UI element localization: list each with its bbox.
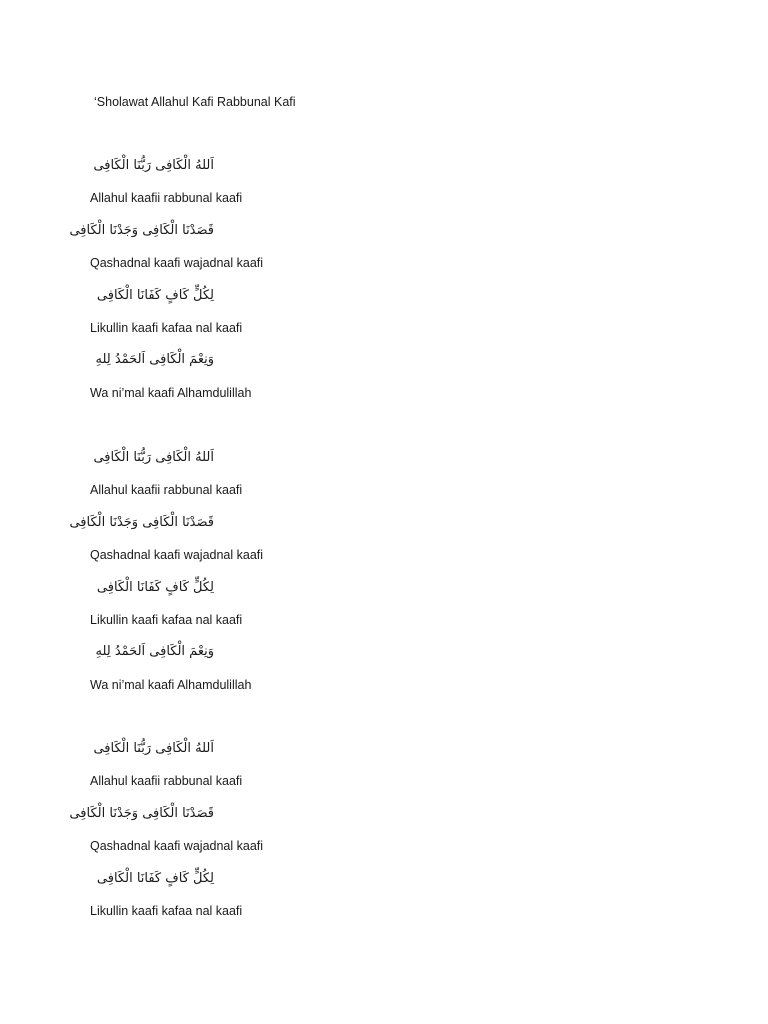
latin-line xyxy=(90,253,410,285)
arabic-line xyxy=(90,156,410,188)
arabic-line xyxy=(69,513,410,545)
arabic-text: اَللهُ الْكَافِى رَبُّنَا الْكَافِى xyxy=(93,158,214,173)
verse-1 xyxy=(69,156,410,415)
arabic-text: لِكُلٍّ كَافٍ كَفَانَا الْكَافِى xyxy=(96,579,214,595)
arabic-line xyxy=(90,642,410,674)
latin-text: Wa ni’mal kaafi Alhamdulillah xyxy=(90,385,252,400)
latin-line xyxy=(90,836,410,868)
latin-text: Qashadnal kaafi wajadnal kaafi xyxy=(90,256,264,271)
latin-line xyxy=(90,675,410,707)
latin-line xyxy=(90,771,410,803)
latin-text: Allahul kaafii rabbunal kaafi xyxy=(90,774,243,789)
latin-text: Qashadnal kaafi wajadnal kaafi xyxy=(90,839,264,854)
arabic-text: قَصَدْنَا الْكَافِى وَجَدْنَا الْكَافِى xyxy=(69,805,214,821)
arabic-line xyxy=(90,448,410,480)
arabic-text: قَصَدْنَا الْكَافِى وَجَدْنَا الْكَافِى xyxy=(69,222,214,238)
arabic-text: وَنِعْمَ الْكَافِى اَلحَمْدُ لِلهِ xyxy=(95,644,214,660)
latin-text: Likullin kaafi kafaa nal kaafi xyxy=(90,320,243,335)
arabic-text: قَصَدْنَا الْكَافِى وَجَدْنَا الْكَافِى xyxy=(69,514,214,530)
latin-text: Likullin kaafi kafaa nal kaafi xyxy=(90,903,243,918)
latin-text: Wa ni’mal kaafi Alhamdulillah xyxy=(90,677,252,692)
arabic-line xyxy=(90,350,410,382)
arabic-text: اَللهُ الْكَافِى رَبُّنَا الْكَافِى xyxy=(93,741,214,756)
latin-line xyxy=(90,901,410,933)
latin-text: Likullin kaafi kafaa nal kaafi xyxy=(90,612,243,627)
latin-line xyxy=(90,610,410,642)
arabic-line xyxy=(69,221,410,253)
arabic-line xyxy=(90,739,410,771)
latin-line xyxy=(90,188,410,220)
latin-text: Allahul kaafii rabbunal kaafi xyxy=(90,483,243,498)
latin-line xyxy=(90,383,410,415)
verse-2 xyxy=(69,448,410,707)
latin-line xyxy=(90,318,410,350)
document-title: ‘Sholawat Allahul Kafi Rabbunal Kafi xyxy=(94,95,296,109)
arabic-text: لِكُلٍّ كَافٍ كَفَانَا الْكَافِى xyxy=(96,287,214,303)
arabic-line xyxy=(90,869,410,901)
arabic-line xyxy=(69,804,410,836)
latin-line xyxy=(90,480,410,512)
arabic-text: لِكُلٍّ كَافٍ كَفَانَا الْكَافِى xyxy=(96,870,214,886)
latin-text: Qashadnal kaafi wajadnal kaafi xyxy=(90,548,264,563)
verse-3 xyxy=(69,739,410,933)
latin-text: Allahul kaafii rabbunal kaafi xyxy=(90,191,243,206)
arabic-text: اَللهُ الْكَافِى رَبُّنَا الْكَافِى xyxy=(93,450,214,465)
arabic-text: وَنِعْمَ الْكَافِى اَلحَمْدُ لِلهِ xyxy=(95,352,214,368)
arabic-line xyxy=(90,286,410,318)
arabic-line xyxy=(90,578,410,610)
latin-line xyxy=(90,545,410,577)
